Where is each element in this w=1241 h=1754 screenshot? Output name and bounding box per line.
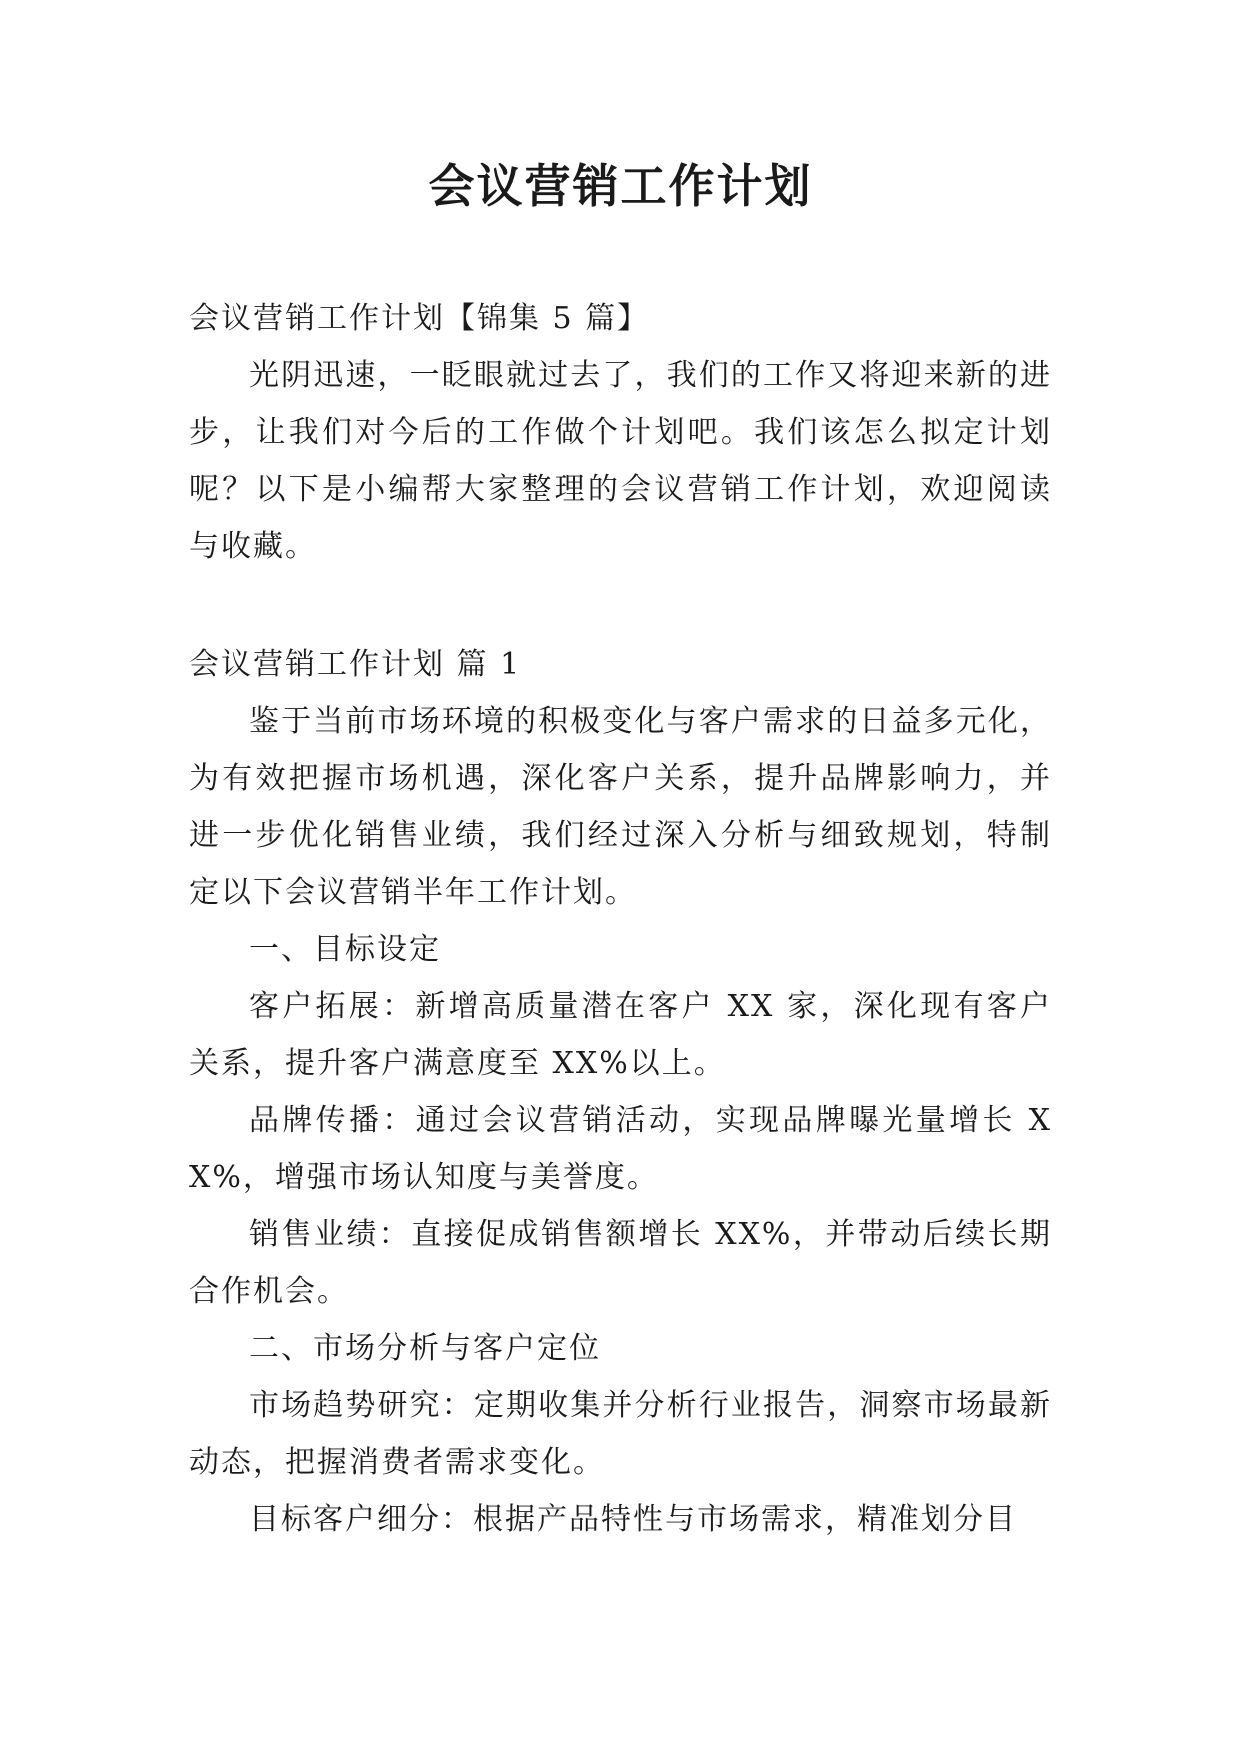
document-title: 会议营销工作计划	[428, 159, 813, 213]
section-heading: 会议营销工作计划 篇 1	[189, 647, 522, 682]
intro-paragraph: 光阴迅速，一眨眼就过去了，我们的工作又将迎来新的进步，让我们对今后的工作做个计划吧。我们该怎么拟定计划呢？以下是小编帮大家整理的会议营销工作计划，欢迎阅读与收藏。	[189, 358, 1052, 564]
paragraph: 销售业绩：直接促成销售额增长 XX%，并带动后续长期合作机会。	[189, 1217, 1052, 1309]
section-1	[189, 636, 1052, 1548]
subheading-goals: 一、目标设定	[249, 932, 441, 967]
paragraph: 鉴于当前市场环境的积极变化与客户需求的日益多元化，为有效把握市场机遇，深化客户关系，提升品牌影响力，并进一步优化销售业绩，我们经过深入分析与细致规划，特制定以下会议营销半年工作计划。	[189, 704, 1052, 910]
subheading-market-analysis: 二、市场分析与客户定位	[249, 1331, 601, 1366]
document-subtitle: 会议营销工作计划【锦集 5 篇】	[189, 301, 650, 336]
intro-section	[189, 290, 1052, 575]
paragraph: 客户拓展：新增高质量潜在客户 XX 家，深化现有客户关系，提升客户满意度至 XX%以上。	[189, 989, 1052, 1081]
paragraph: 目标客户细分：根据产品特性与市场需求，精准划分目	[249, 1502, 1017, 1537]
paragraph: 品牌传播：通过会议营销活动，实现品牌曝光量增长 XX%，增强市场认知度与美誉度。	[189, 1103, 1052, 1195]
paragraph: 市场趋势研究：定期收集并分析行业报告，洞察市场最新动态，把握消费者需求变化。	[189, 1388, 1052, 1480]
